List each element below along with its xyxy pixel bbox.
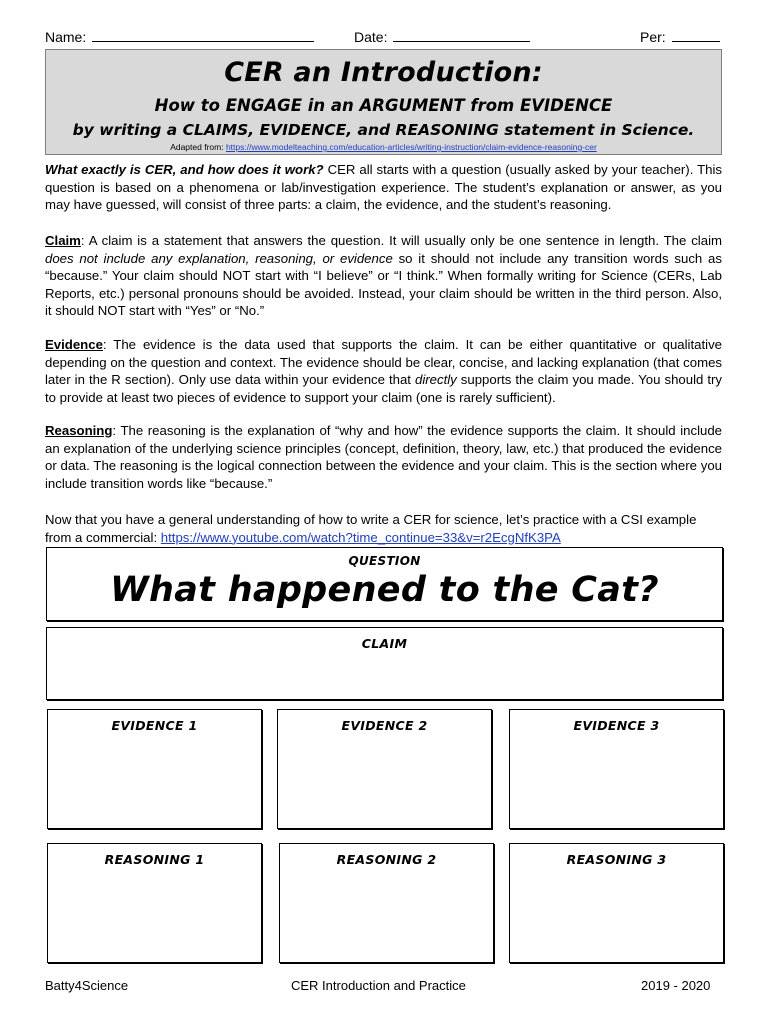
youtube-link[interactable]: https://www.youtube.com/watch?time_continue=33&v=r2EcgNfK3PA [160,529,561,545]
footer-title: CER Introduction and Practice [291,978,466,993]
reasoning-box-2[interactable] [279,843,494,963]
reasoning-box-1[interactable] [47,843,262,963]
question-label: QUESTION [348,554,421,568]
evidence-heading: Evidence [45,337,103,352]
claim-text-2: so it should not include any transition words such as “because.” Your claim should NOT start with “I believe” or “I think.” When formally writing for Science (CERs, Lab Reports, etc.) personal pronouns should be avoided. Instead, your claim should be written in the third person. Also, it should NOT start with “Yes” or “No.” [45,250,722,318]
evidence-box-1[interactable] [47,709,262,829]
intro-lead: What exactly is CER, and how does it work? [45,162,324,177]
adapted-source-link[interactable]: https://www.modelteaching.com/education-articles/writing-instruction/claim-evidence-reasoning-cer [225,142,597,152]
reasoning-label-1: REASONING 1 [104,852,205,867]
date-blank[interactable] [393,28,530,42]
title-subtitle-1: How to ENGAGE in an ARGUMENT from EVIDENCE [154,96,613,115]
claim-text-1: : A claim is a statement that answers the question. It will usually only be one sentence in length. The claim [80,233,722,248]
claim-label: CLAIM [361,636,408,651]
reasoning-label-3: REASONING 3 [566,852,667,867]
reasoning-label-2: REASONING 2 [336,852,437,867]
reasoning-paragraph [45,422,722,492]
evidence-label-3: EVIDENCE 3 [573,718,660,733]
evidence-text-1: : The evidence is the data used that supports the claim. It can be either quantitative or qualitative depending on the question and context. The evidence should be clear, concise, and lacking explanation (that comes later in the R section). Only use data within your evidence that [45,337,722,387]
date-field[interactable] [354,28,530,45]
practice-text: Now that you have a general understanding of how to write a CER for science, let’s practice with a CSI example from a commercial: [45,512,697,545]
evidence-box-2[interactable] [277,709,492,829]
reasoning-text: : The reasoning is the explanation of “why and how” the evidence supports the claim. It should include an explanation of the underlying science principles (concept, definition, theory, law, etc.) that produced the evidence or data. The reasoning is the logical connection between the evidence and your claim. This is the section where you include transition words like “because.” [45,423,722,491]
claim-box[interactable] [46,627,723,700]
claim-emphasis: does not include any explanation, reasoning, or evidence [45,250,393,266]
evidence-emphasis: directly [414,372,457,387]
per-field[interactable] [640,28,720,45]
page-title: CER an Introduction: [224,57,543,88]
question-box [46,547,723,621]
evidence-paragraph [45,336,722,406]
claim-paragraph [45,232,722,320]
name-blank[interactable] [92,28,314,42]
adapted-label: Adapted from: [170,142,224,152]
practice-paragraph [45,511,722,546]
evidence-label-1: EVIDENCE 1 [111,718,198,733]
per-label: Per: [640,29,666,45]
evidence-text-2: supports the claim you made. You should try to provide at least two pieces of evidence to support your claim (one is rarely sufficient). [45,372,723,405]
name-field[interactable] [45,28,314,45]
reasoning-box-3[interactable] [509,843,724,963]
evidence-label-2: EVIDENCE 2 [341,718,428,733]
adapted-from-line [46,142,721,152]
reasoning-heading: Reasoning [45,423,113,438]
per-blank[interactable] [672,28,720,42]
footer-year: 2019 - 2020 [641,978,711,993]
footer-author: Batty4Science [45,978,129,993]
date-label: Date: [354,29,388,45]
name-label: Name: [45,29,87,45]
question-text: What happened to the Cat? [110,570,659,610]
title-banner [45,49,722,155]
title-subtitle-2: by writing a CLAIMS, EVIDENCE, and REASONING statement in Science. [72,121,695,139]
intro-text: CER all starts with a question (usually asked by your teacher). This question is based on a phenomena or lab/investigation experience. The student’s explanation or answer, as you may have guessed, will consist of three parts: a claim, the evidence, and the student’s reasoning. [45,162,722,212]
intro-paragraph [45,161,722,214]
evidence-box-3[interactable] [509,709,724,829]
claim-heading: Claim [45,233,81,248]
